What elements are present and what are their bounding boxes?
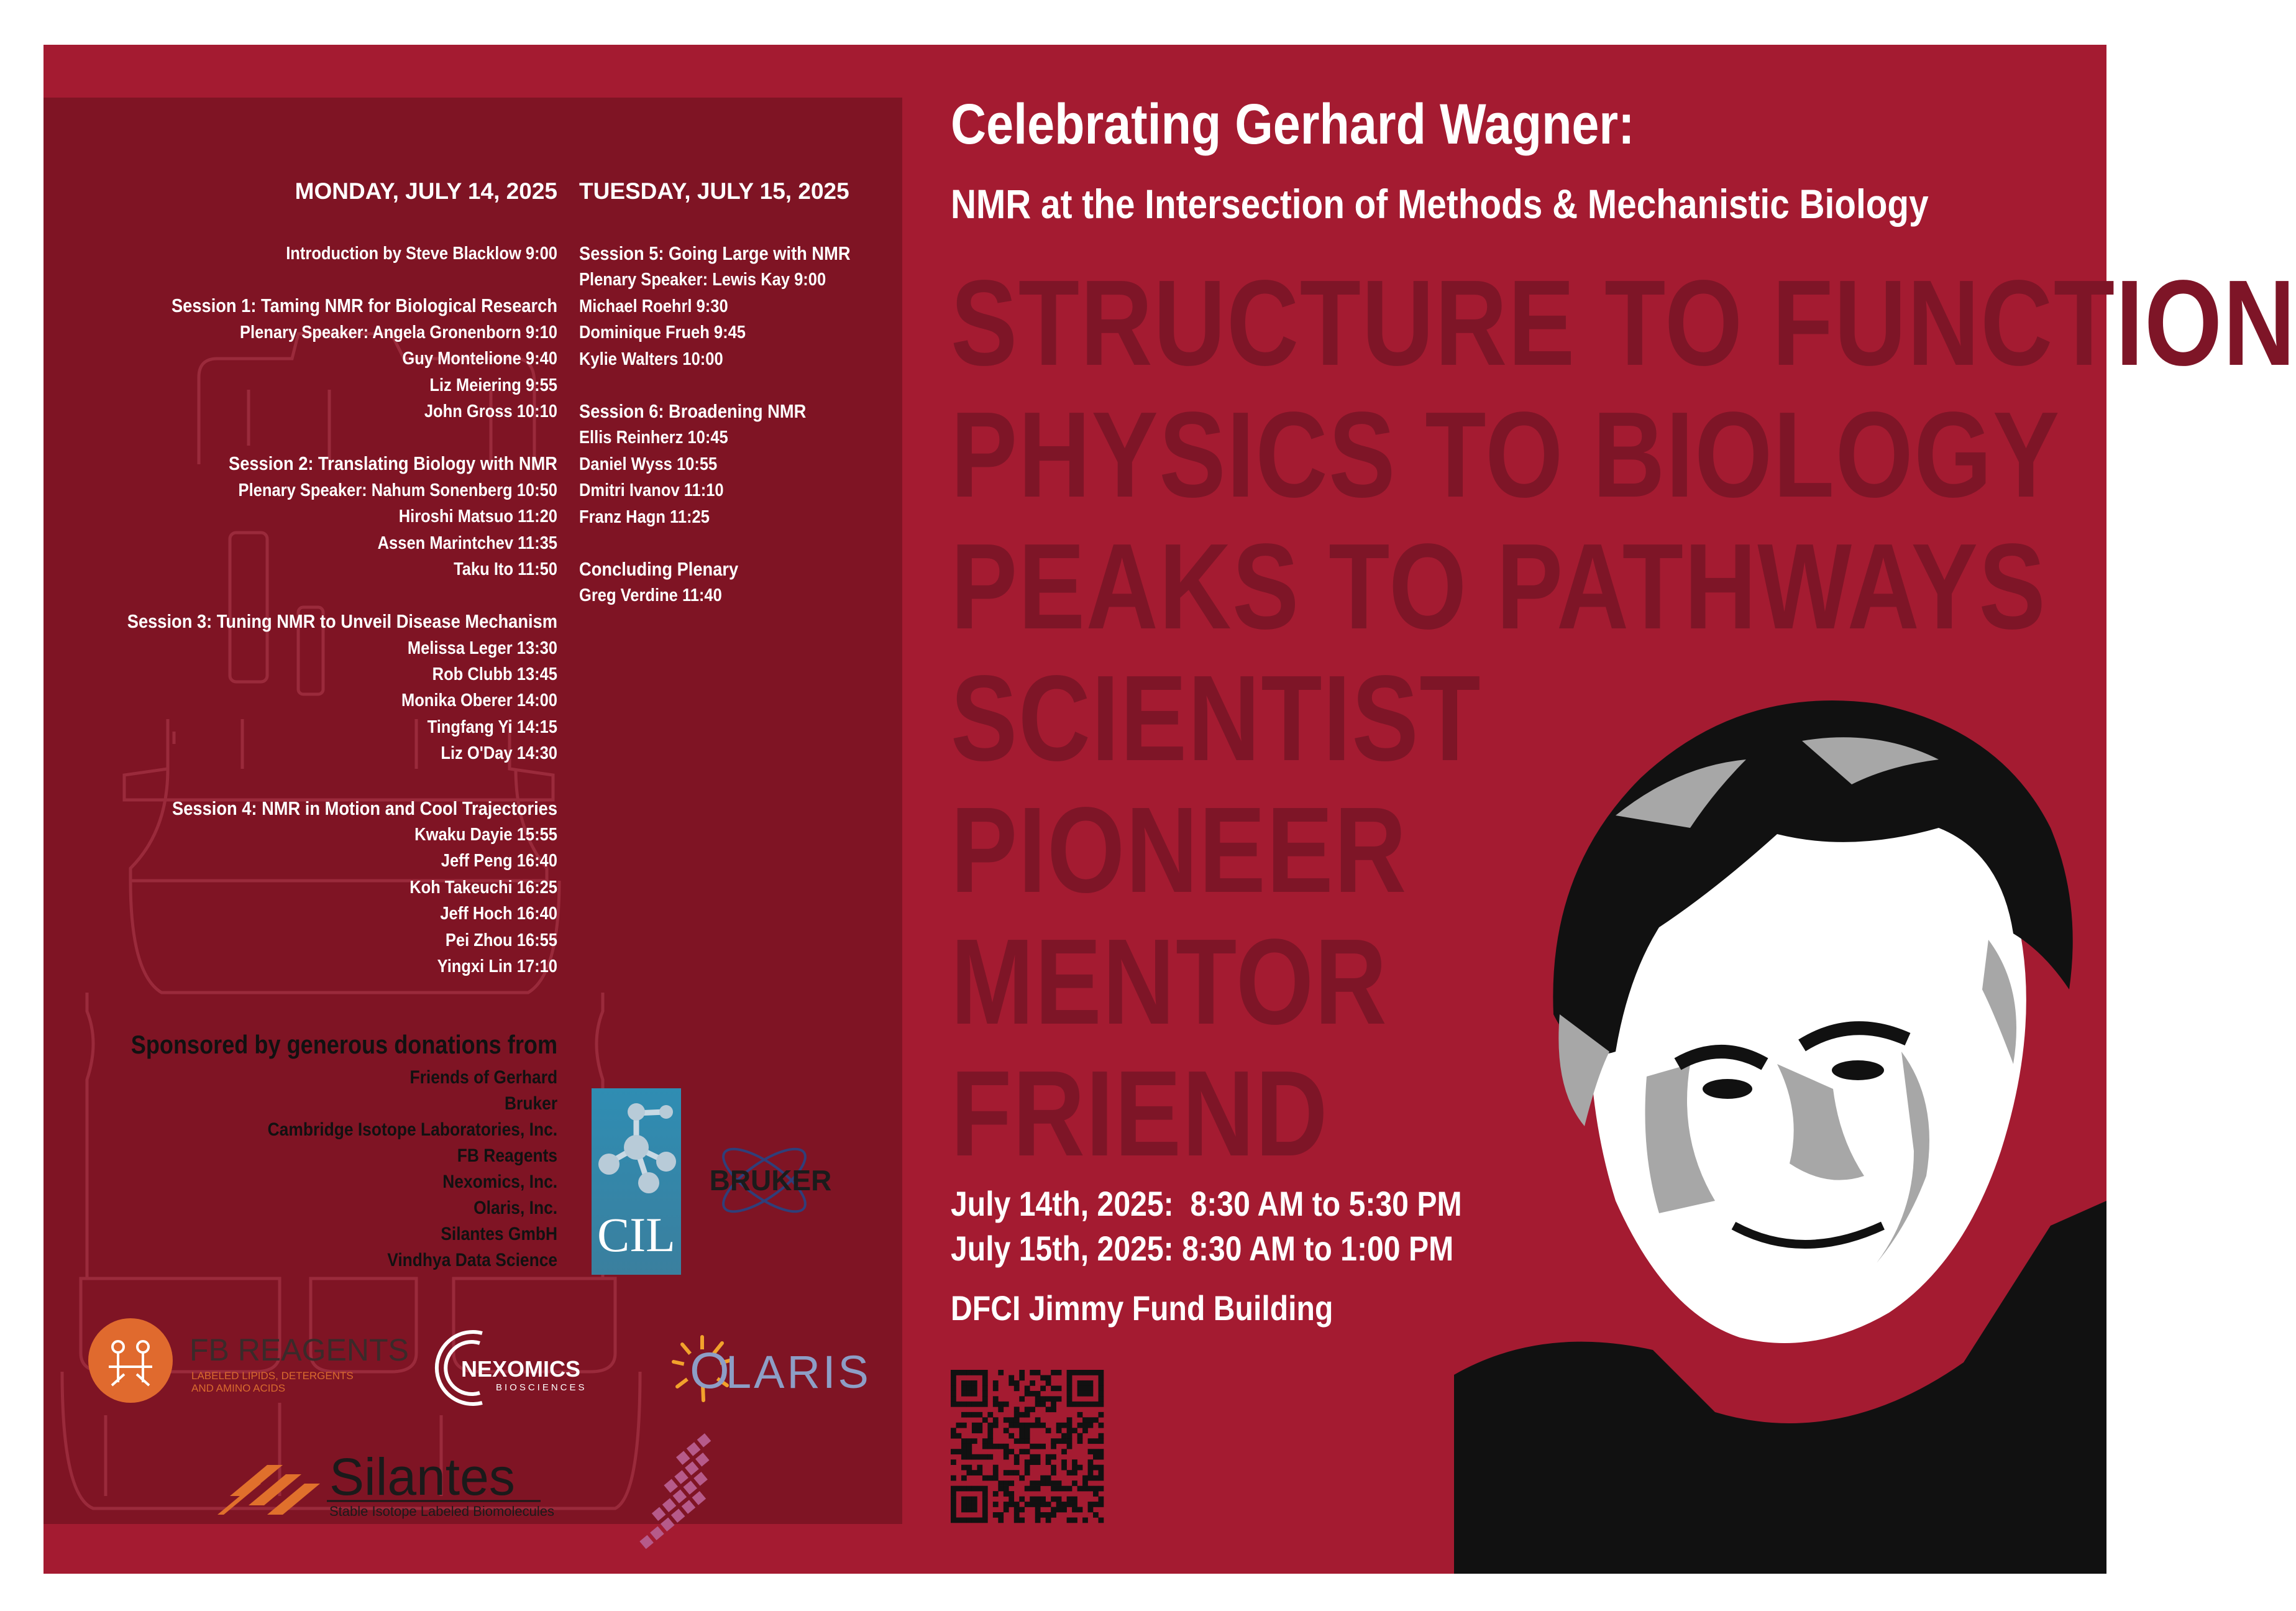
date-line-1: July 14th, 2025: 8:30 AM to 5:30 PM xyxy=(951,1184,1462,1223)
tuesday-schedule xyxy=(579,241,890,609)
talk: Michael Roehrl 9:30 xyxy=(579,296,728,316)
olaris-logo xyxy=(665,1328,870,1409)
nexomics-logo xyxy=(420,1324,625,1411)
watermark-line: MENTOR xyxy=(951,914,1388,1050)
olaris-logo-o: O xyxy=(690,1342,730,1399)
talk: Franz Hagn 11:25 xyxy=(579,507,710,527)
talk: Tingfang Yi 14:15 xyxy=(427,717,557,737)
watermark-line: FRIEND xyxy=(951,1045,1329,1182)
nexomics-logo-name: NEXOMICS xyxy=(461,1356,581,1382)
talk: Melissa Leger 13:30 xyxy=(407,638,557,658)
watermark-line: STRUCTURE TO FUNCTION xyxy=(951,255,2296,391)
qr-code[interactable] xyxy=(951,1370,1104,1523)
portrait-illustration xyxy=(1454,666,2106,1574)
talk: Kwaku Dayie 15:55 xyxy=(414,825,557,845)
session-4-title: Session 4: NMR in Motion and Cool Trajectories xyxy=(172,797,558,819)
cil-logo xyxy=(592,1088,681,1275)
sponsor-item: Cambridge Isotope Laboratories, Inc. xyxy=(267,1119,557,1140)
tuesday-header: TUESDAY, JULY 15, 2025 xyxy=(579,178,849,204)
olaris-logo-rest: LARIS xyxy=(726,1346,871,1398)
talk: Plenary Speaker: Nahum Sonenberg 10:50 xyxy=(238,480,557,500)
sponsor-item: Friends of Gerhard xyxy=(409,1067,557,1088)
sponsor-list xyxy=(228,1065,557,1274)
session-6-title: Session 6: Broadening NMR xyxy=(579,400,807,422)
venue: DFCI Jimmy Fund Building xyxy=(951,1288,1333,1328)
talk: John Gross 10:10 xyxy=(424,401,557,421)
talk: Liz Meiering 9:55 xyxy=(429,375,557,395)
session-5-title: Session 5: Going Large with NMR xyxy=(579,242,851,264)
talk: Plenary Speaker: Lewis Kay 9:00 xyxy=(579,270,826,290)
nexomics-logo-tag: BIOSCIENCES xyxy=(496,1382,587,1393)
watermark-line: PIONEER xyxy=(951,782,1407,918)
talk: Greg Verdine 11:40 xyxy=(579,585,722,606)
vindhya-logo-mark xyxy=(603,1453,789,1546)
silantes-logo-tag: Stable Isotope Labeled Biomolecules xyxy=(329,1503,555,1519)
talk: Plenary Speaker: Angela Gronenborn 9:10 xyxy=(239,322,557,342)
sponsor-item: Olaris, Inc. xyxy=(473,1198,557,1218)
session-3-title: Session 3: Tuning NMR to Unveil Disease Mechanism xyxy=(127,610,557,633)
sponsor-item: Vindhya Data Science xyxy=(387,1250,557,1270)
concluding-title: Concluding Plenary xyxy=(579,558,739,580)
talk: Assen Marintchev 11:35 xyxy=(377,533,557,553)
watermark-line: PHYSICS TO BIOLOGY xyxy=(951,387,2060,523)
sponsor-item: FB Reagents xyxy=(457,1145,557,1166)
sponsor-item: Bruker xyxy=(504,1093,557,1114)
monday-schedule xyxy=(35,241,557,980)
talk: Daniel Wyss 10:55 xyxy=(579,454,718,474)
poster xyxy=(43,45,2296,1574)
sponsors-header: Sponsored by generous donations from xyxy=(130,1030,557,1059)
sponsor-item: Silantes GmbH xyxy=(441,1224,557,1244)
talk: Koh Takeuchi 16:25 xyxy=(409,877,557,897)
talk: Dominique Frueh 9:45 xyxy=(579,323,746,343)
subtitle: NMR at the Intersection of Methods & Mechanistic Biology xyxy=(951,181,1929,227)
talk: Hiroshi Matsuo 11:20 xyxy=(398,507,557,527)
date-line-2: July 15th, 2025: 8:30 AM to 1:00 PM xyxy=(951,1229,1454,1268)
talk: Rob Clubb 13:45 xyxy=(432,664,557,685)
watermark-line: SCIENTIST xyxy=(951,650,1482,786)
silantes-logo-name: Silantes xyxy=(329,1448,515,1506)
talk: Monika Oberer 14:00 xyxy=(401,691,557,711)
session-2-title: Session 2: Translating Biology with NMR xyxy=(229,452,557,475)
sponsor-item: Nexomics, Inc. xyxy=(442,1172,557,1192)
fb-reagents-logo xyxy=(87,1317,409,1416)
main-title: Celebrating Gerhard Wagner: xyxy=(951,93,1635,156)
talk: Yingxi Lin 17:10 xyxy=(437,956,557,976)
cil-logo-text: CIL xyxy=(597,1208,675,1262)
talk: Dmitri Ivanov 11:10 xyxy=(579,480,724,501)
bruker-logo xyxy=(702,1129,845,1235)
fb-logo-tag2: AND AMINO ACIDS xyxy=(191,1382,286,1394)
talk: Jeff Hoch 16:40 xyxy=(440,904,557,924)
session-1-title: Session 1: Taming NMR for Biological Research xyxy=(171,295,558,317)
talk: Liz O'Day 14:30 xyxy=(441,743,557,764)
bruker-logo-text: BRUKER xyxy=(709,1164,832,1196)
intro-line: Introduction by Steve Blacklow 9:00 xyxy=(286,244,557,264)
talk: Jeff Peng 16:40 xyxy=(441,851,557,871)
talk: Ellis Reinherz 10:45 xyxy=(579,428,728,448)
talk: Taku Ito 11:50 xyxy=(454,559,557,579)
talk: Pei Zhou 16:55 xyxy=(445,930,557,950)
talk: Kylie Walters 10:00 xyxy=(579,349,723,369)
monday-header: MONDAY, JULY 14, 2025 xyxy=(295,178,557,204)
schedule-panel xyxy=(43,98,902,1524)
fb-logo-name: FB REAGENTS xyxy=(190,1333,409,1367)
silantes-logo xyxy=(217,1446,565,1533)
talk: Guy Montelione 9:40 xyxy=(402,349,557,369)
fb-logo-tag1: LABELED LIPIDS, DETERGENTS xyxy=(191,1370,354,1382)
watermark-line: PEAKS TO PATHWAYS xyxy=(951,518,2047,654)
